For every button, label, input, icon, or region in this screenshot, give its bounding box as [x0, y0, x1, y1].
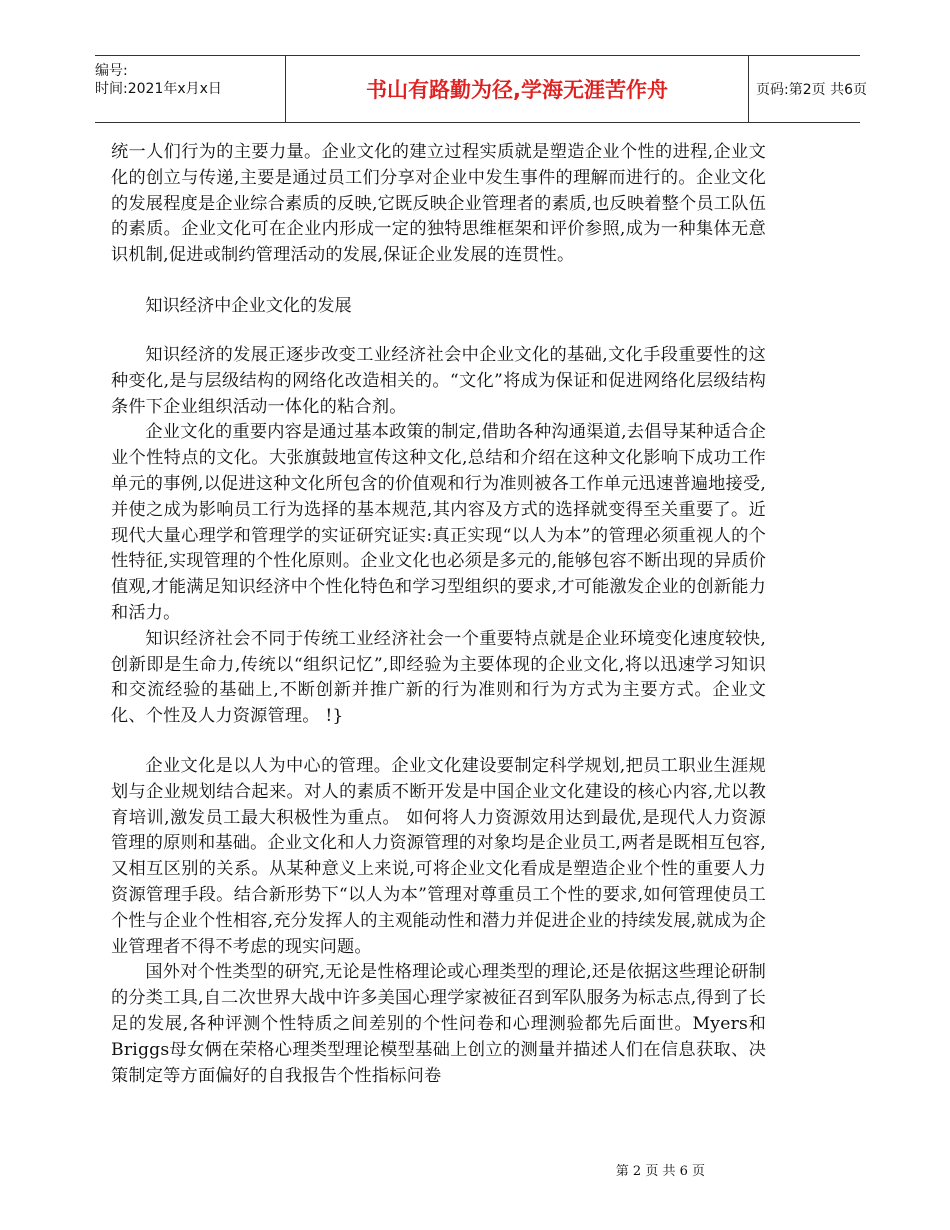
header-page-info: 页码:第2页 共6页: [756, 82, 867, 98]
paragraph-2: 知识经济的发展正逐步改变工业经济社会中企业文化的基础,文化手段重要性的这种变化,是与层级结构的网络化改造相关的。“文化”将成为保证和促进网络化层级结构条件下企业组织活动一体化的粘合剂。: [111, 344, 766, 417]
paragraph-5: 企业文化是以人为中心的管理。企业文化建设要制定科学规划,把员工职业生涯规划与企业规划结合起来。对人的素质不断开发是中国企业文化建设的核心内容,尤以教育培训,激发员工最大积极性为重点。 如何将人力资源效用达到最优,是现代人力资源管理的原则和基础。企业文化和人力资源管理的对象均是企业员工,两者是既相互包容,又相互区别的关系。从某种意义上来说,可将企业文化看成是塑造企业个性的重要人力资源管理手段。结合新形势下“以人为本”管理对尊重员工个性的要求,如何管理使员工个性与企业个性相容,充分发挥人的主观能动性和潜力并促进企业的持续发展,就成为企业管理者不得不考虑的现实问题。: [111, 755, 766, 957]
page-header: [95, 55, 867, 123]
spacer: [111, 730, 766, 754]
paragraph-1: 统一人们行为的主要力量。企业文化的建立过程实质就是塑造企业个性的进程,企业文化的创立与传递,主要是通过员工们分享对企业中发生事件的理解而进行的。企业文化的发展程度是企业综合素质的反映,它既反映企业管理者的素质,也反映着整个员工队伍的素质。企业文化可在企业内形成一定的独特思维框架和评价参照,成为一种集体无意识机制,促进或制约管理活动的发展,保证企业发展的连贯性。: [111, 142, 766, 266]
number-label: 编号:: [95, 63, 128, 79]
document-body: [111, 140, 766, 1089]
header-meta: [95, 56, 285, 122]
paragraph-3: 企业文化的重要内容是通过基本政策的制定,借助各种沟通渠道,去倡导某种适合企业个性特点的文化。大张旗鼓地宣传这种文化,总结和介绍在这种文化影响下成功工作单元的事例,以促进这种文化所包含的价值观和行为准则被各工作单元迅速普遍地接受,并使之成为影响员工行为选择的基本规范,其内容及方式的选择就变得至关重要了。近现代大量心理学和管理学的实证研究证实:真正实现“以人为本”的管理必须重视人的个性特征,实现管理的个性化原则。企业文化也必须是多元的,能够包容不断出现的异质价值观,才能满足知识经济中个性化特色和学习型组织的要求,才可能激发企业的创新能力和活力。: [111, 422, 766, 623]
paragraph-6: 国外对个性类型的研究,无论是性格理论或心理类型的理论,还是依据这些理论研制的分类工具,自二次世界大战中许多美国心理学家被征召到军队服务为标志点,得到了长足的发展,各种评测个性特质之间差别的个性问卷和心理测验都先后面世。Myers和Briggs母女俩在荣格心理类型理论模型基础上创立的测量并描述人们在信息获取、决策制定等方面偏好的自我报告个性指标问卷: [111, 962, 766, 1086]
paragraph-4: 知识经济社会不同于传统工业经济社会一个重要特点就是企业环境变化速度较快,创新即是生命力,传统以“组织记忆”,即经验为主要体现的企业文化,将以迅速学习知识和交流经验的基础上,不断创新并推广新的行为准则和行为方式为主要方式。企业文化、个性及人力资源管理。 !}: [111, 628, 766, 727]
section-heading: 知识经济中企业文化的发展: [145, 295, 352, 316]
footer-page-number: 第 2 页 共 6 页: [615, 1164, 705, 1179]
time-label: 时间:2021年x月x日: [95, 81, 222, 97]
header-motto: 书山有路勤为径,学海无涯苦作舟: [285, 56, 749, 122]
